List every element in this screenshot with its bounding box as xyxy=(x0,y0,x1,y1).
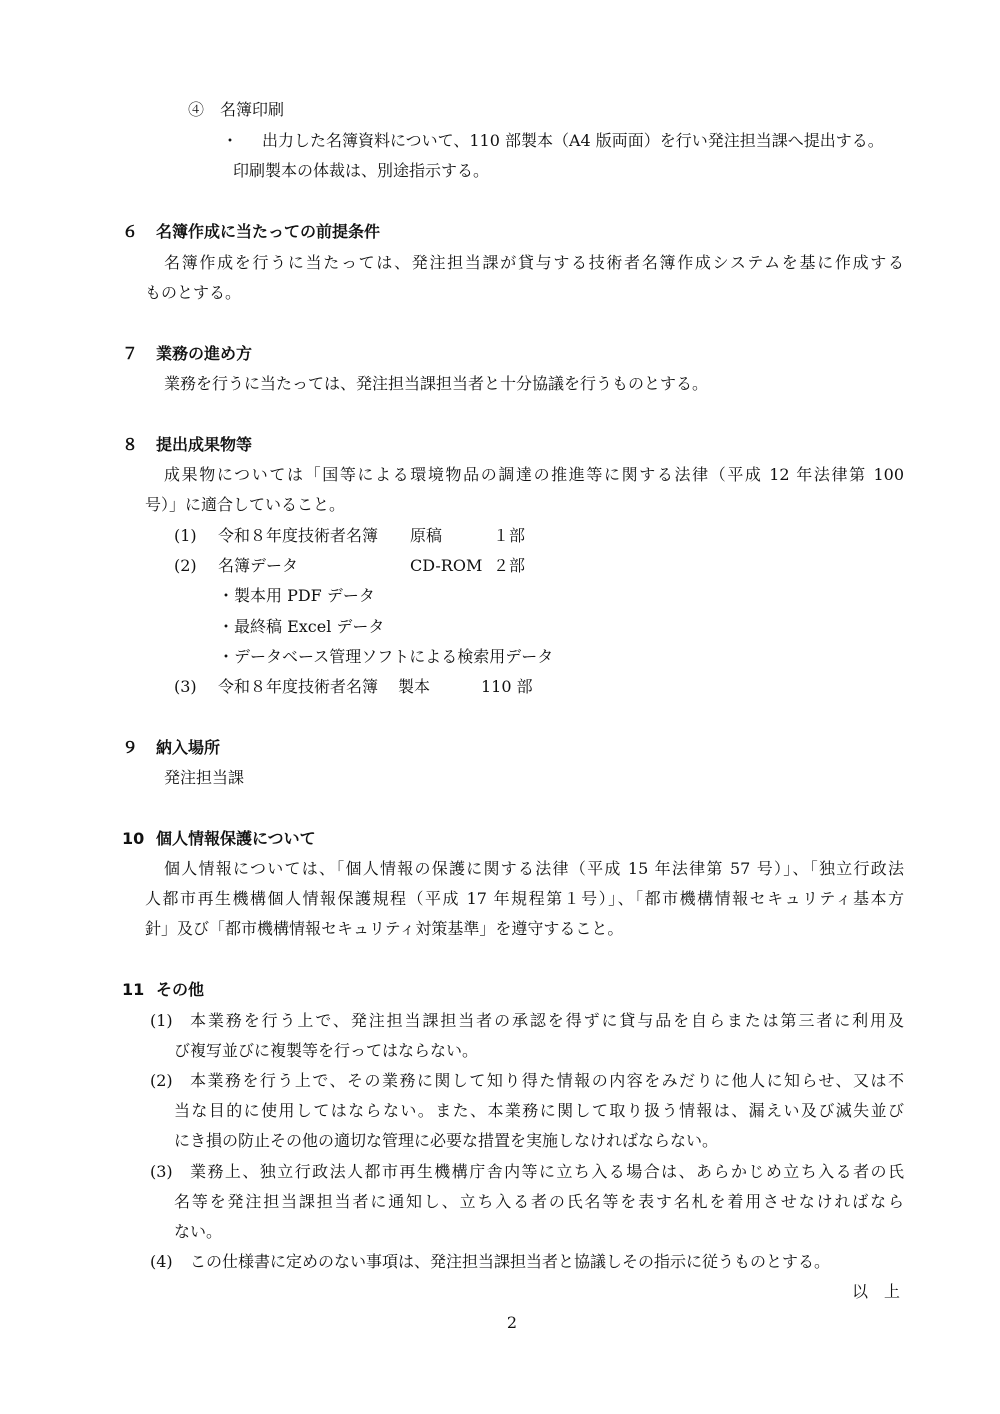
list-item-line: この仕様書に定めのない事項は、発注担当課担当者と協議しその指示に従うものとする。 xyxy=(190,1252,831,1271)
list-item-line: 当な目的に使用してはならない。また、本業務に関して取り扱う情報は、漏えい及び滅失並び xyxy=(174,1101,904,1120)
section-heading: その他 xyxy=(156,980,205,999)
list-item-quantity: １部 xyxy=(493,526,526,545)
paragraph-line: 号）」に適合していること。 xyxy=(145,495,346,514)
section-heading: 納入場所 xyxy=(156,738,221,757)
page-number: 2 xyxy=(506,1313,518,1332)
section-number: 11 xyxy=(122,980,145,999)
paragraph-line: 針」及び「都市機構情報セキュリティ対策基準」を遵守すること。 xyxy=(145,919,624,938)
list-item-name: 令和８年度技術者名簿 xyxy=(218,526,379,545)
section-heading: 個人情報保護について xyxy=(156,829,316,848)
list-item-number: (2) xyxy=(150,1071,173,1090)
paragraph-line: 個人情報については、「個人情報の保護に関する法律（平成 15 年法律第 57 号）」、「独立行政法 xyxy=(164,859,904,878)
list-item-line: 本業務を行う上で、発注担当課担当者の承認を得ずに貸与品を自らまたは第三者に利用及 xyxy=(190,1011,904,1030)
list-item-number: (1) xyxy=(150,1011,173,1030)
list-item-number: (1) xyxy=(174,526,197,545)
list-item-name: 令和８年度技術者名簿 xyxy=(218,677,379,696)
closing-mark: 以 上 xyxy=(852,1282,901,1301)
list-item-type: CD-ROM xyxy=(410,556,483,575)
paragraph-line: 業務を行うに当たっては、発注担当課担当者と十分協議を行うものとする。 xyxy=(164,374,709,393)
list-item-quantity: 110 部 xyxy=(481,677,533,696)
list-item-line: 業務上、独立行政法人都市再生機構庁舎内等に立ち入る場合は、あらかじめ立ち入る者の氏 xyxy=(190,1162,904,1181)
paragraph-line: 出力した名簿資料について、110 部製本（A4 版両面）を行い発注担当課へ提出する。 xyxy=(262,131,884,150)
paragraph-line: 成果物については「国等による環境物品の調達の推進等に関する法律（平成 12 年法律第 100 xyxy=(164,465,904,484)
section-number: ８ xyxy=(122,435,139,454)
list-item-number: (3) xyxy=(174,677,197,696)
section-heading: 提出成果物等 xyxy=(156,435,253,454)
section-number: ９ xyxy=(122,738,139,757)
list-item-type: 製本 xyxy=(398,677,431,696)
list-item-number: (2) xyxy=(174,556,197,575)
list-item-name: 名簿データ xyxy=(218,556,299,575)
paragraph-line: 名簿作成を行うに当たっては、発注担当課が貸与する技術者名簿作成システムを基に作成する xyxy=(164,253,904,272)
list-item-line: 本業務を行う上で、その業務に関して知り得た情報の内容をみだりに他人に知らせ、又は不 xyxy=(190,1071,904,1090)
paragraph-line: ものとする。 xyxy=(145,283,242,302)
section-number: ７ xyxy=(122,344,139,363)
list-item-line: にき損の防止その他の適切な管理に必要な措置を実施しなければならない。 xyxy=(174,1131,719,1150)
sub-list-item: ・最終稿 Excel データ xyxy=(218,617,385,636)
list-item-line: ない。 xyxy=(174,1222,223,1241)
section-heading: 業務の進め方 xyxy=(156,344,253,363)
section-heading: 名簿作成に当たっての前提条件 xyxy=(156,222,381,241)
list-item-line: び複写並びに複製等を行ってはならない。 xyxy=(174,1041,479,1060)
sub-list-item: ・データベース管理ソフトによる検索用データ xyxy=(218,647,554,666)
paragraph-line: 発注担当課 xyxy=(164,768,245,787)
list-item-type: 原稿 xyxy=(410,526,443,545)
section-number: 10 xyxy=(122,829,145,848)
bullet: ・ xyxy=(222,131,239,150)
list-item-quantity: ２部 xyxy=(493,556,526,575)
paragraph-line: 人都市再生機構個人情報保護規程（平成 17 年規程第１号）」、「都市機構情報セキュリティ基本方 xyxy=(145,889,904,908)
list-item-number: (4) xyxy=(150,1252,173,1271)
sub-list-item: ・製本用 PDF データ xyxy=(218,586,375,605)
list-item-line: 名等を発注担当課担当者に通知し、立ち入る者の氏名等を表す名札を着用させなければなら xyxy=(174,1192,904,1211)
subsection-title: ④ 名簿印刷 xyxy=(188,100,285,119)
list-item-number: (3) xyxy=(150,1162,173,1181)
paragraph-line: 印刷製本の体裁は、別途指示する。 xyxy=(233,161,490,180)
section-number: ６ xyxy=(122,222,139,241)
